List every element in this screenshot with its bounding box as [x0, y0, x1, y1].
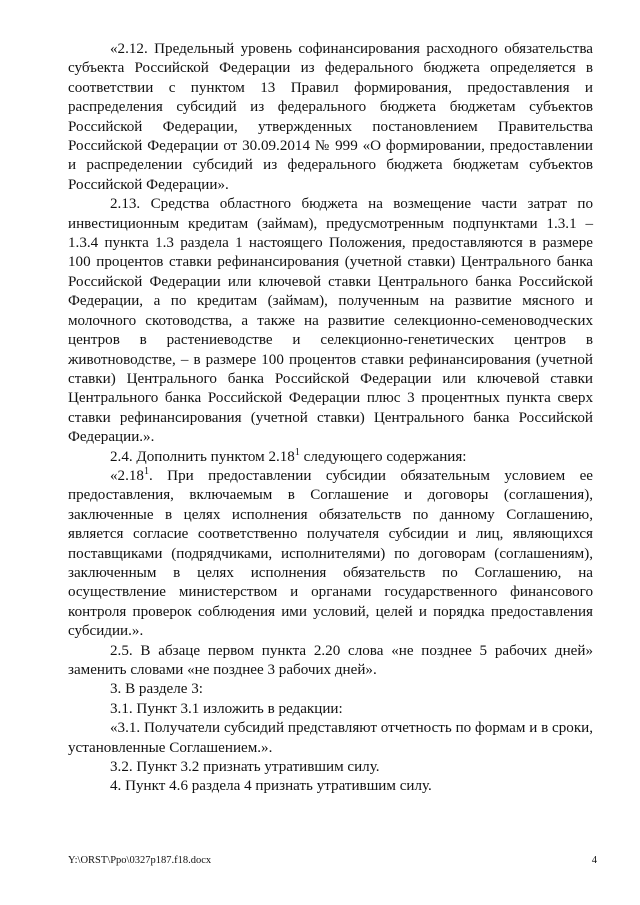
page-footer — [68, 855, 597, 867]
paragraph-2-18-1 — [68, 467, 593, 642]
paragraph-3-1: 3.1. Пункт 3.1 изложить в редакции: — [110, 700, 343, 717]
paragraph-3-1-text: «3.1. Получатели субсидий представляют отчетность по формам и в сроки, установленные Соглашением.». — [68, 720, 593, 756]
paragraph-2-13: 2.13. Средства областного бюджета на возмещение части затрат по инвестиционным кредитам (займам), предусмотренным подпунктами 1.3.1 – 1.3.4 пункта 1.3 раздела 1 настоящего Положения, предоставляются в размере 100 процентов ставки рефинансирования (учетной ставки) Центрального банка Российской Федерации или ключевой ставки Центрального банка Российской Федерации, а по кредитам (займам), полученным на развитие мясного и молочного скотоводства, а также на развитие селекционно-семеноводческих центров в растениеводстве и селекционно-генетических центров в животноводстве, – в размере 100 процентов ставки рефинансирования (учетной ставки) Центрального банка Российской Федерации или ключевой ставки Центрального банка Российской Федерации плюс 3 процентных пункта сверх ставки рефинансирования (учетной ставки) Центрального банка Российской Федерации.». — [68, 196, 593, 446]
paragraph-2-5: 2.5. В абзаце первом пункта 2.20 слова «не позднее 5 рабочих дней» заменить словами «не позднее 3 рабочих дней». — [68, 642, 593, 678]
paragraph-2-12: «2.12. Предельный уровень софинансирования расходного обязательства субъекта Российской Федерации из федерального бюджета определяется в соответствии с пунктом 13 Правил формирования, предоставления и распределения субсидий из федерального бюджета бюджетам субъектов Российской Федерации, утвержденных постановлением Правительства Российской Федерации от 30.09.2014 № 999 «О формировании, предоставлении и распределении субсидий из федерального бюджета бюджетам субъектов Российской Федерации». — [68, 41, 593, 193]
paragraph-4: 4. Пункт 4.6 раздела 4 признать утратившим силу. — [110, 778, 432, 795]
paragraph-2-4 — [68, 448, 593, 467]
file-path: Y:\ORST\Ppo\0327p187.f18.docx — [68, 855, 212, 866]
paragraph-2-4-post: следующего содержания: — [299, 448, 467, 465]
paragraph-2-18-1-pre: «2.18 — [110, 467, 144, 484]
paragraph-2-4-pre: 2.4. Дополнить пунктом 2.18 — [110, 448, 295, 465]
superscript: 1 — [143, 465, 149, 477]
paragraph-3-2: 3.2. Пункт 3.2 признать утратившим силу. — [110, 759, 380, 776]
paragraph-2-18-1-post: . При предоставлении субсидии обязательным условием ее предоставления, включаемым в Соглашение и договоры (соглашения), заключенные в целях исполнения обязательств по данному Соглашению, является согласие соответственно получателя субсидии и лиц, являющихся поставщиками (подрядчиками, исполнителями) по договорам (соглашениям), заключенным в целях исполнения обязательств по Соглашению, на осуществление министерством и органами государственного финансового контроля проверок соблюдения ими условий, целей и порядка предоставления субсидии.». — [68, 467, 593, 640]
superscript: 1 — [294, 446, 300, 458]
page-number: 4 — [591, 855, 597, 866]
document-body — [68, 40, 593, 797]
paragraph-3: 3. В разделе 3: — [110, 681, 203, 698]
